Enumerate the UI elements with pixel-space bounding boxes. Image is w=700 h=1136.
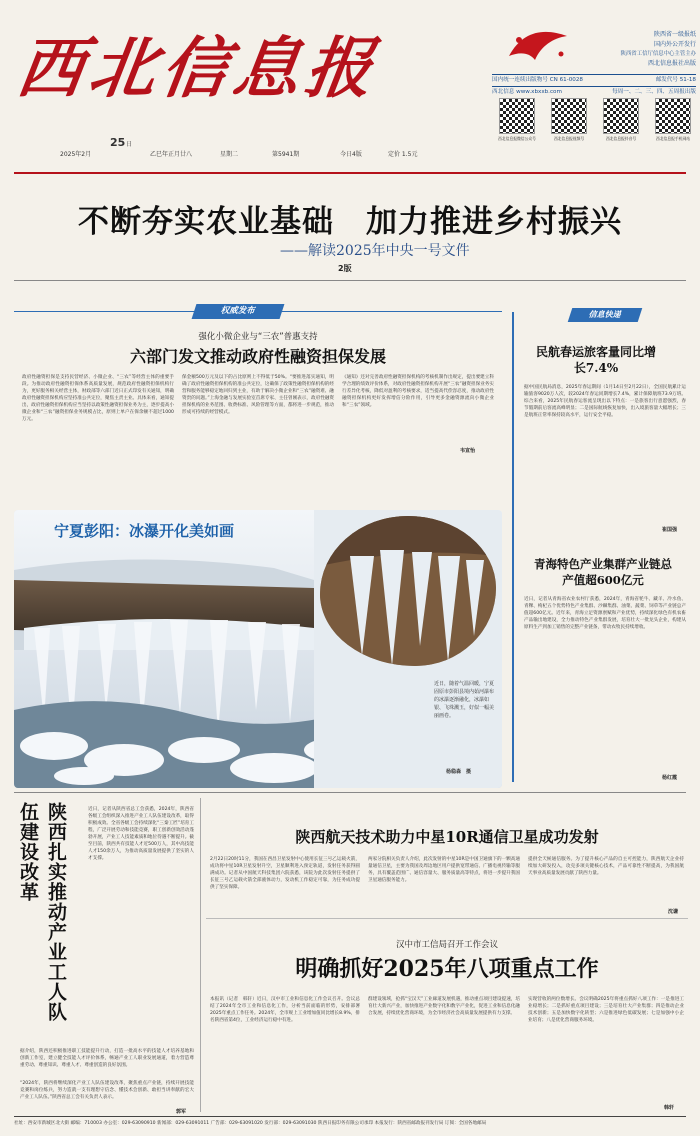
qr-video[interactable] (545, 98, 593, 142)
date-day-unit: 日 (126, 141, 133, 148)
headline-page-ref: 2版 (338, 264, 352, 273)
date-year-month: 2025年2月 (60, 151, 92, 158)
icefall-inset-photo (320, 516, 496, 666)
sidebar-tag: 信息快递 (568, 308, 643, 322)
sidebar-story2-body: 近日，记者从青海省农业农村厅获悉，2024年，青海省牦牛、藏羊、冷水鱼、青稞、枸杞五个优势特色产业集群、沙棘集群、油菜、蔬菜、饲草等产业链总产值超600亿元。近年来，青海立足资源禀赋和产业优势，持续深化绿色有机农畜产品输出地建设，全力推动特色产业集群发展，培育壮大一批龙头企业，构建从原料生产到加工销售的完整产业链条，带动农牧民持续增收。 (524, 597, 686, 630)
hz-col3: 实现营收的两位数增长。会议明确2025年将重点抓好八项工作：一是推进工业稳增长；二是抓好重点项目建设；三是培育壮大产业集群；四是推动企业技术创新；五是加快数字化转型；六是推进绿色低碳发展；七是加强中小企业培育；八是优化营商服务环境。 (528, 997, 684, 1023)
sidebar-story1-title: 民航春运旅客量同比增长7.4% (536, 345, 657, 375)
section-tag-authoritative (14, 304, 502, 319)
sidebar-story1-body: 据中国民航局消息，2025年春运期间（1月14日至2月22日），全国民航累计运输旅客9020万人次，较2024年春运同期增长7.4%，累计保障航班73.9万班。综合来看，2025年民航春运客流呈现出以下特点：一是旅客出行意愿强烈，春节假期前后客流高峰明显；二是国际航线恢复加快，出入境旅客量大幅增长；三是航班正常率保持较高水平，运行安全平稳。 (524, 385, 686, 418)
qr-code-row (493, 98, 697, 142)
story1-col1: 政府性融资担保是支持民营经济、小微企业、“三农”等经营主体的重要手段。为推动政府性融资担保体系高质量发展，规范政府性融资担保机构行为，更好服务相关经营主体，财政部等六部门近日正式印发有关通知，明确政府性融资担保机构应坚持准公共定位，聚焦主责主业。具体来看，通知提出，政府性融资担保机构应当坚持以政策性融资担保业务为主，逐步提高小微企业和“三农”融资担保业务规模占比，原则上单户在保余额不超过1000万元。 (22, 375, 174, 422)
qr-label: 西北信息报抖音号 (605, 136, 637, 141)
vertical-title-text: 陕西扎实推动产业工人队伍建设改革 (17, 802, 67, 1022)
postal-code: 邮发代号 51-18 (655, 77, 696, 83)
qr-label: 西北信息报微信公众号 (498, 136, 536, 141)
hz-kicker: 汉中市工信局召开工作会议 (395, 940, 498, 950)
qr-wechat[interactable] (493, 98, 541, 142)
masthead-cn-bar (492, 74, 696, 96)
vertical-body-1: 近日，记者从陕西省总工会获悉，2024年，陕西省各级工会组织深入推进产业工人队伍建设改革，取得积极成效。全省各级工会持续深化“三秦工匠”培育工程，广泛开展劳动和技能竞赛，职工创新创效活动蓬勃开展，产业工人技能素质和地位待遇不断提升。截至目前，陕西共有技能人才近500万人，其中高技能人才150余万人，为推动高质量发展提供了坚实的人才支撑。 (88, 807, 194, 861)
story1-col3: 《通知》还对完善政府性融资担保机构的考核机制作出规定，提出要建立科学合理的绩效评价体系，对政府性融资担保机构开展“三农”融资担保业务实行差异化考核，降低对盈利的考核要求，适当提高代偿容忍度，推动政府性融资担保机构更好发挥增信分险作用，引导更多金融资源流向小微企业和“三农”领域。 (342, 375, 494, 408)
masthead-line-1: 陕西省一级报纸 (653, 31, 696, 38)
date-weekday: 星期二 (220, 151, 239, 158)
photo-credit: 杨稳森 摄 (446, 769, 472, 775)
rocket-col1: 2月22日20时11分，我国在西昌卫星发射中心使用长征三号乙运载火箭，成功将中星10R卫星发射升空，卫星顺利进入预定轨道，发射任务获得圆满成功。记者从中国航天科技集团六院获悉，该院为此次发射任务提供了长征三号乙运载火箭全部液体动力，发动机工作稳定可靠，为任务成功提供了坚实保障。 (210, 857, 360, 890)
photo-feature (14, 510, 502, 788)
story1-title: 六部门发文推动政府性融资担保发展 (129, 347, 386, 366)
photo-caption: 近日，随着气温回暖，宁夏固原市彭阳县境内茹河瀑布的冰瀑逐渐融化，冰瀑如银、飞珠溅玉，好似一幅美丽画卷。 (434, 681, 495, 719)
website[interactable]: 西北信息 www.xbxxb.com (492, 89, 562, 95)
issue-number: 第5941期 (272, 151, 300, 158)
vertical-body-3: “2024年，陕西将继续深化产业工人队伍建设改革，聚焦重点产业链，持续开展技能竞赛和岗位练兵，努力造就一支有理想守信念、懂技术会创新、敢担当讲奉献的宏大产业工人队伍。”陕西省总工会有关负责人表示。 (20, 1081, 194, 1100)
qr-code-icon (603, 98, 639, 134)
vertical-title (14, 802, 82, 1042)
footer-imprint: 社址：西安市新城区北大街 邮编：710003 办公室：029-63090910 新闻部：029-63091011 广告部：029-63091020 发行部：029-63091030 陕西日报印务有限公司承印 本报发行：陕西省邮政报刊发行局 订阅：全国各地邮局 (14, 1121, 487, 1126)
masthead-line-2: 国内外公开发行 (653, 40, 696, 48)
story1-col2: 保金额500万元及以下的占比原则上不得低于50%。“要推进落实通知，明确了政府性融资担保机构的准公共定位，这确保了政策性融资担保机构的经营和服务能够稳定地回归到主业，有助于解决小微企业和“三农”融资难、融资贵的问题。”上海金融与发展实验室首席专家、主任曾刚表示，政府性融资担保机构的业务范围、收费标准、风险管理等方面，都将进一步规范，推动形成可持续的经营模式。 (182, 375, 334, 415)
rocket-byline: 沈谦 (668, 909, 679, 915)
qr-label: 西北信息报视频号 (553, 136, 585, 141)
date-lunar: 乙巳年正月廿八 (150, 151, 193, 158)
cn-number: 国内统一连续出版物号 CN 61-0028 (492, 77, 583, 83)
masthead-line-3: 陕西省工信厅信息中心主管主办 (620, 50, 696, 57)
dateline (50, 138, 450, 158)
qr-code-icon (551, 98, 587, 134)
schedule: 每周一、二、三、四、五周报出版 (612, 89, 696, 95)
page-count: 今日4版 (340, 151, 362, 158)
masthead-line-4: 西北信息报社出版 (647, 60, 696, 68)
masthead-title: 西北信息报 (12, 29, 384, 107)
hz-col2: 群建设领域，抢抓“宝汉天”工业廊道发展机遇，推动重点项目建设提速，培育壮大新兴产业，加快推进产业数字化和数字产业化，促进工业和信息化融合发展，持续优化营商环境，为全市经济社会高质量发展提供有力支撑。 (368, 997, 520, 1016)
masthead-info (592, 30, 696, 69)
qr-douyin[interactable] (597, 98, 645, 142)
photo-title: 宁夏彭阳：冰瀑开化美如画 (54, 522, 235, 540)
hz-byline: 韩轩 (664, 1105, 675, 1111)
rocket-story-title: 陕西航天技术助力中星10R通信卫星成功发射 (295, 828, 599, 846)
qr-label: 西北信息报手机网站 (655, 136, 691, 141)
date-day: 25 (110, 136, 126, 149)
headline-subtitle: ——解读2025年中央一号文件 (280, 243, 470, 259)
headline-main: 不断夯实农业基础 加力推进乡村振兴 (78, 204, 622, 240)
qr-code-icon (499, 98, 535, 134)
vertical-body-2: 据介绍，陕西还积极推进职工技能提升行动，打造一批高水平的技能人才培养基地和创新工作室，建立健全技能人才评价体系，畅通产业工人职业发展通道，着力营造尊重劳动、尊重知识、尊重人才、尊重创造的良好氛围。 (20, 1049, 194, 1068)
vertical-byline: 郭军 (176, 1109, 187, 1115)
ink-brush-logo-icon (505, 26, 573, 66)
story1-byline: 韦宣怡 (460, 448, 476, 454)
hz-title: 明确抓好2025年八项重点工作 (295, 956, 599, 982)
inset-photo (320, 516, 496, 666)
rocket-col2: 两家分院相关负责人介绍，此次发射的中星10R是中国卫通旗下的一颗高通量通信卫星，主要为我国及周边地区用户提供宽带通信、广播电视传输等服务，具有覆盖范围广、通信容量大、服务质量高等特点，将进一步提升我国卫星通信服务能力。 (368, 857, 520, 883)
price: 定价 1.5元 (388, 151, 418, 158)
sidebar-info-express (512, 312, 688, 782)
qr-mobile[interactable] (649, 98, 697, 142)
story1-kicker: 强化小微企业与“三农”普惠支持 (198, 332, 318, 342)
section-tag-label: 权威发布 (192, 304, 285, 319)
sidebar-story1-byline: 崔国强 (662, 527, 678, 533)
hz-lead: 本报讯（记者 韩轩）近日，汉中市工业和信息化工作会议召开。会议总结了2024年全市工业和信息化工作，分析当前面临的形势，安排部署2025年重点工作任务。2024年，全市规上工业增加值同比增长8.9%，排名陕西省第4位，工业经济运行稳中有进。 (210, 997, 360, 1023)
rocket-col3: 提供全天候通信服务。为了提升核心产品的自主可控能力，陕西航天企业持续加大研发投入，攻克多项关键核心技术，产品可靠性不断提高，为我国航天事业高质量发展贡献了陕西力量。 (528, 857, 684, 876)
sidebar-story2-title: 青海特色产业集群产业链总产值超600亿元 (534, 557, 672, 587)
sidebar-story2-byline: 杨红霞 (662, 775, 678, 781)
qr-code-icon (655, 98, 691, 134)
